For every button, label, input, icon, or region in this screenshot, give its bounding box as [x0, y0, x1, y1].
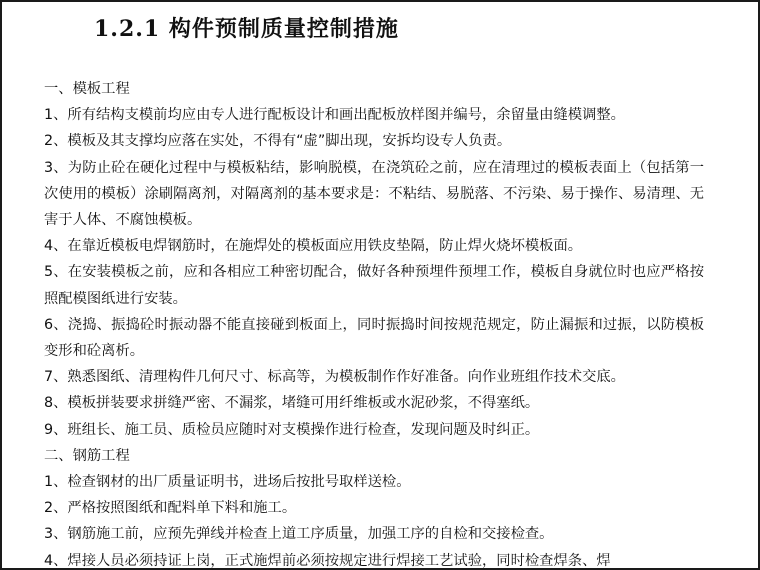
list-item: 1、所有结构支模前均应由专人进行配板设计和画出配板放样图并编号，余留量由缝模调整。 — [44, 107, 625, 124]
section-rebar — [44, 443, 704, 570]
list-item: 1、检查钢材的出厂质量证明书，进场后按批号取样送检。 — [44, 474, 411, 491]
list-item: 6、浇捣、振捣砼时振动器不能直接碰到板面上，同时振捣时间按规范规定，防止漏振和过振，以防模板变形和砼离析。 — [44, 316, 704, 360]
list-item: 2、模板及其支撑均应落在实处，不得有“虚”脚出现，安拆均设专人负责。 — [44, 133, 512, 150]
section-heading: 一、模板工程 — [44, 81, 130, 97]
page-title: 1.2.1 构件预制质量控制措施 — [94, 16, 399, 42]
list-item: 9、班组长、施工员、质检员应随时对支模操作进行检查，发现问题及时纠正。 — [44, 421, 540, 438]
list-item: 8、模板拼装要求拼缝严密、不漏浆，堵缝可用纤维板或水泥砂浆，不得塞纸。 — [44, 395, 540, 412]
list-item: 5、在安装模板之前，应和各相应工种密切配合，做好各种预埋件预埋工作，模板自身就位时也应严格按照配模图纸进行安装。 — [44, 264, 704, 307]
document-body — [44, 76, 704, 570]
list-item: 2、严格按照图纸和配料单下料和施工。 — [44, 500, 297, 517]
section-formwork — [44, 76, 704, 443]
list-item: 3、为防止砼在硬化过程中与模板粘结，影响脱模，在浇筑砼之前，应在清理过的模板表面上（包括第一次使用的模板）涂刷隔离剂，对隔离剂的基本要求是：不粘结、易脱落、不污染、易于操作、易清理、无害于人体、不腐蚀模板。 — [44, 159, 704, 229]
list-item: 4、在靠近模板电焊钢筋时，在施焊处的模板面应用铁皮垫隔，防止焊火烧坏模板面。 — [44, 238, 583, 255]
section-heading: 二、钢筋工程 — [44, 447, 130, 464]
list-item: 3、钢筋施工前，应预先弹线并检查上道工序质量，加强工序的自检和交接检查。 — [44, 526, 554, 543]
list-item: 4、焊接人员必须持证上岗，正式施焊前必须按规定进行焊接工艺试验，同时检查焊条、焊 — [44, 552, 611, 569]
list-item: 7、熟悉图纸、清理构件几何尺寸、标高等，为模板制作作好准备。向作业班组作技术交底。 — [44, 369, 625, 386]
